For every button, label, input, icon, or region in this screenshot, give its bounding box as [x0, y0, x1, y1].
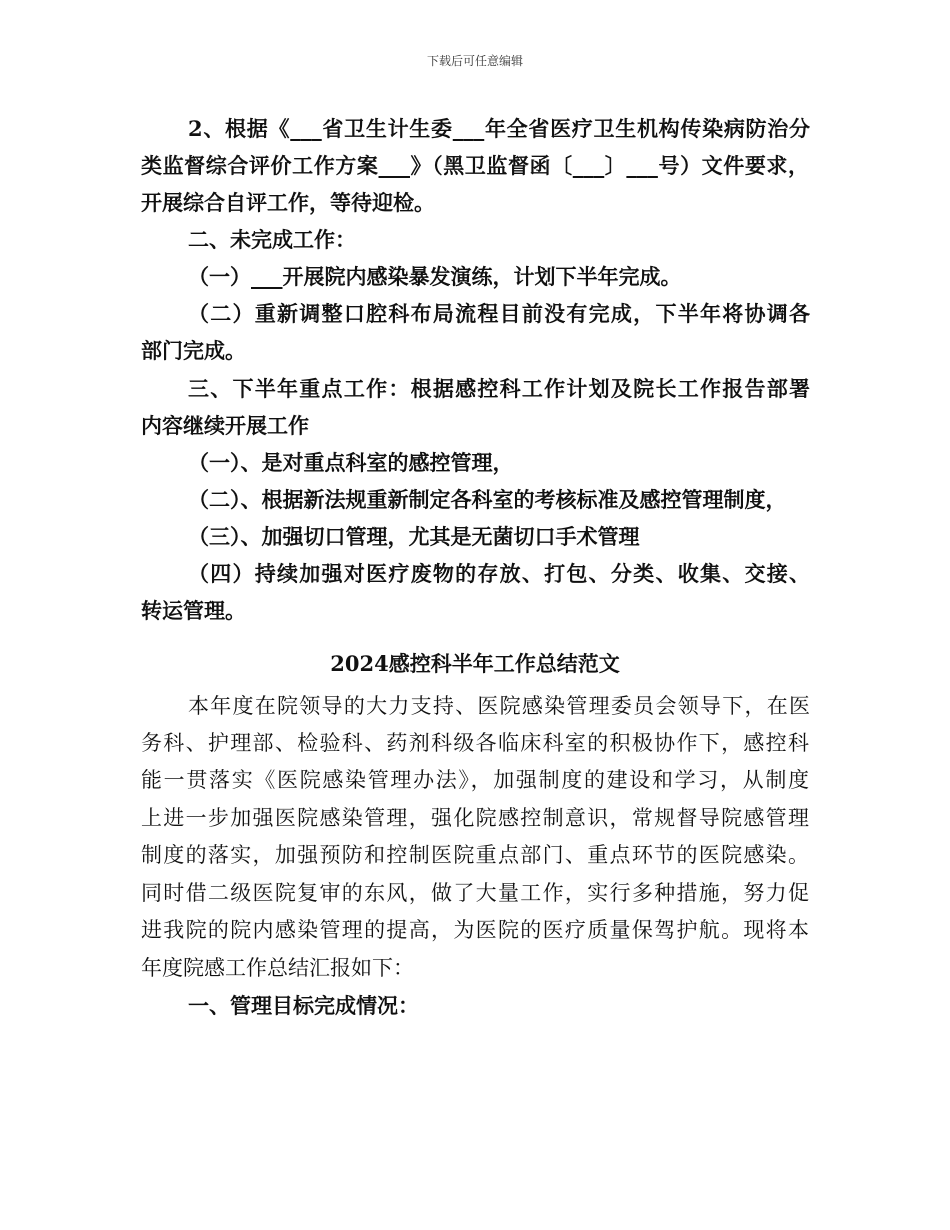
para-line-3: 能一贯落实《医院感染管理办法》，加强制度的建设和学习，从制度 — [141, 768, 809, 792]
para-line-2: 务科、护理部、检验科、药剂科级各临床科室的积极协作下，感控科 — [141, 731, 809, 755]
plan-item-3: （三）、加强切口管理，尤其是无菌切口手术管理 — [188, 524, 640, 549]
plan-item-1: （一）、是对重点科室的感控管理， — [188, 450, 514, 475]
section-title: 2024感控科半年工作总结范文 — [330, 651, 620, 676]
para-line-1: 本年度在院领导的大力支持、医院感染管理委员会领导下，在医 — [188, 694, 810, 718]
para-line-7: 进我院的院内感染管理的提高，为医院的医疗质量保驾护航。现将本 — [141, 918, 809, 942]
unfinished-heading: 二、未完成工作： — [188, 227, 356, 252]
header-note: 下载后可任意编辑 — [426, 54, 523, 68]
para-line-6: 同时借二级医院复审的东风，做了大量工作，实行多种措施，努力促 — [141, 881, 809, 905]
plan-item-4-line2: 转运管理。 — [141, 598, 246, 623]
unfinished-item-1: （一）___开展院内感染暴发演练，计划下半年完成。 — [188, 264, 682, 289]
plan-heading-line2: 内容继续开展工作 — [141, 413, 309, 438]
item2-line1: 2、根据《___省卫生计生委___年全省医疗卫生机构传染病防治分 — [188, 116, 810, 141]
para-line-5: 制度的落实，加强预防和控制医院重点部门、重点环节的医院感染。 — [141, 843, 809, 867]
item2-line3: 开展综合自评工作，等待迎检。 — [141, 190, 435, 215]
plan-item-2: （二）、根据新法规重新制定各科室的考核标准及感控管理制度， — [188, 487, 787, 512]
unfinished-item-2-line2: 部门完成。 — [141, 338, 246, 363]
para-line-8: 年度院感工作总结汇报如下： — [141, 956, 414, 980]
plan-heading-line1: 三、下半年重点工作：根据感控科工作计划及院长工作报告部署 — [188, 376, 810, 401]
subheading-management-goals: 一、管理目标完成情况： — [188, 993, 419, 1018]
plan-item-4-line1: （四）持续加强对医疗废物的存放、打包、分类、收集、交接、 — [188, 561, 810, 586]
unfinished-item-2-line1: （二）重新调整口腔科布局流程目前没有完成，下半年将协调各 — [188, 301, 810, 326]
item2-line2: 类监督综合评价工作方案___》（黑卫监督函〔___〕___号）文件要求， — [141, 153, 809, 178]
para-line-4: 上进一步加强医院感染管理，强化院感控制意识，常规督导院感管理 — [141, 806, 809, 830]
